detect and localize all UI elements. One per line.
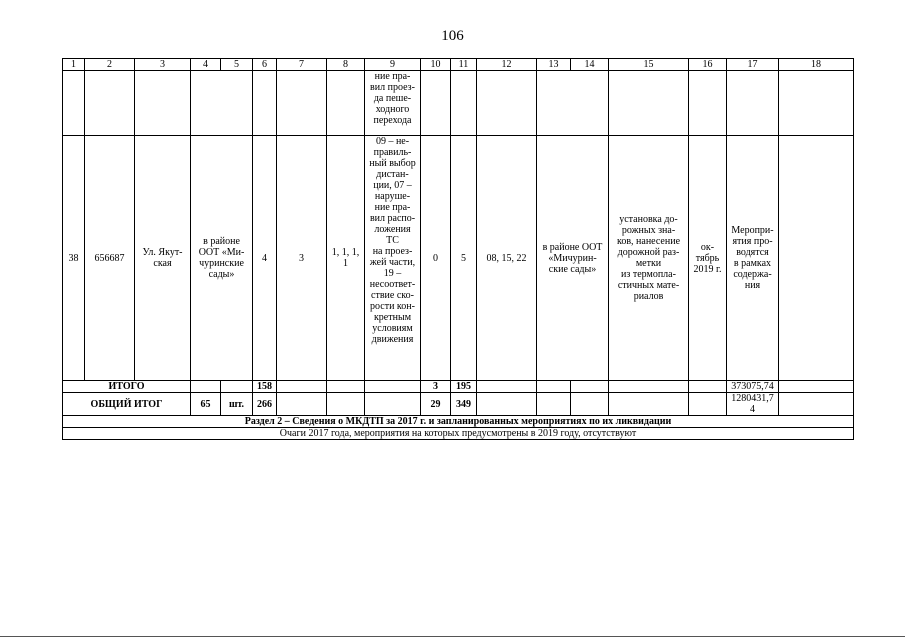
col18-value [779,136,854,381]
measure-location: в районе ООТ «Мичурин- ские сады» [537,136,609,381]
cost: Меропри- ятия про- водятся в рамках содержа- ния [727,136,779,381]
col11-value: 5 [451,136,477,381]
section-note: Очаги 2017 года, мероприятия на которых предусмотрены в 2019 году, отсутствуют [63,428,854,440]
column-number: 8 [327,59,365,71]
column-number: 4 [191,59,221,71]
column-number: 12 [477,59,537,71]
column-number: 9 [365,59,421,71]
col7-value: 3 [277,136,327,381]
site-code: 656687 [85,136,135,381]
accident-sites-table [62,58,854,440]
planned-measures: установка до- рожных зна- ков, нанесение дорожной раз- метки из термопла- стичных мате- риалов [609,136,689,381]
street-name: Ул. Якут- ская [135,136,191,381]
note-row [63,428,854,440]
accidents-count: 4 [253,136,277,381]
col12-value: 08, 15, 22 [477,136,537,381]
section-heading: Раздел 2 – Сведения о МКДТП за 2017 г. и запланированных мероприятиях по их ликвидации [63,416,854,428]
column-number: 10 [421,59,451,71]
location: в районе ООТ «Ми- чуринские сады» [191,136,253,381]
row-number: 38 [63,136,85,381]
column-number: 6 [253,59,277,71]
column-number: 3 [135,59,191,71]
total-label: ИТОГО [63,381,191,393]
grand-total-col5: шт. [221,393,253,416]
accident-causes-continued: ние пра- вил проез- да пеше- ходного перехода [365,71,421,136]
total-col10: 3 [421,381,451,393]
column-number: 15 [609,59,689,71]
accident-causes: 09 – не- правиль- ный выбор дистан- ции, 07 – наруше- ние пра- вил распо- ложения ТС на проез- жей части, 19 – несоответ- ствие ско- рости кон- кретным условиям движения [365,136,421,381]
column-number: 14 [571,59,609,71]
total-cost: 373075,74 [727,381,779,393]
deadline: ок- тябрь 2019 г. [689,136,727,381]
section-heading-row [63,416,854,428]
continuation-row [63,71,854,136]
table-row [63,136,854,381]
column-number: 18 [779,59,854,71]
grand-total-label: ОБЩИЙ ИТОГ [63,393,191,416]
grand-total-accidents: 266 [253,393,277,416]
grand-total-col11: 349 [451,393,477,416]
total-accidents: 158 [253,381,277,393]
column-number: 17 [727,59,779,71]
column-number: 7 [277,59,327,71]
column-number-row [63,59,854,71]
column-number: 16 [689,59,727,71]
grand-total-cost: 1280431,7 4 [727,393,779,416]
column-number: 13 [537,59,571,71]
column-number: 1 [63,59,85,71]
col8-value: 1, 1, 1, 1 [327,136,365,381]
column-number: 5 [221,59,253,71]
page-number: 106 [441,28,464,44]
grand-total-row [63,393,854,416]
scan-edge-line [0,636,905,637]
col10-value: 0 [421,136,451,381]
total-row [63,381,854,393]
grand-total-col4: 65 [191,393,221,416]
column-number: 2 [85,59,135,71]
total-col11: 195 [451,381,477,393]
grand-total-col10: 29 [421,393,451,416]
column-number: 11 [451,59,477,71]
